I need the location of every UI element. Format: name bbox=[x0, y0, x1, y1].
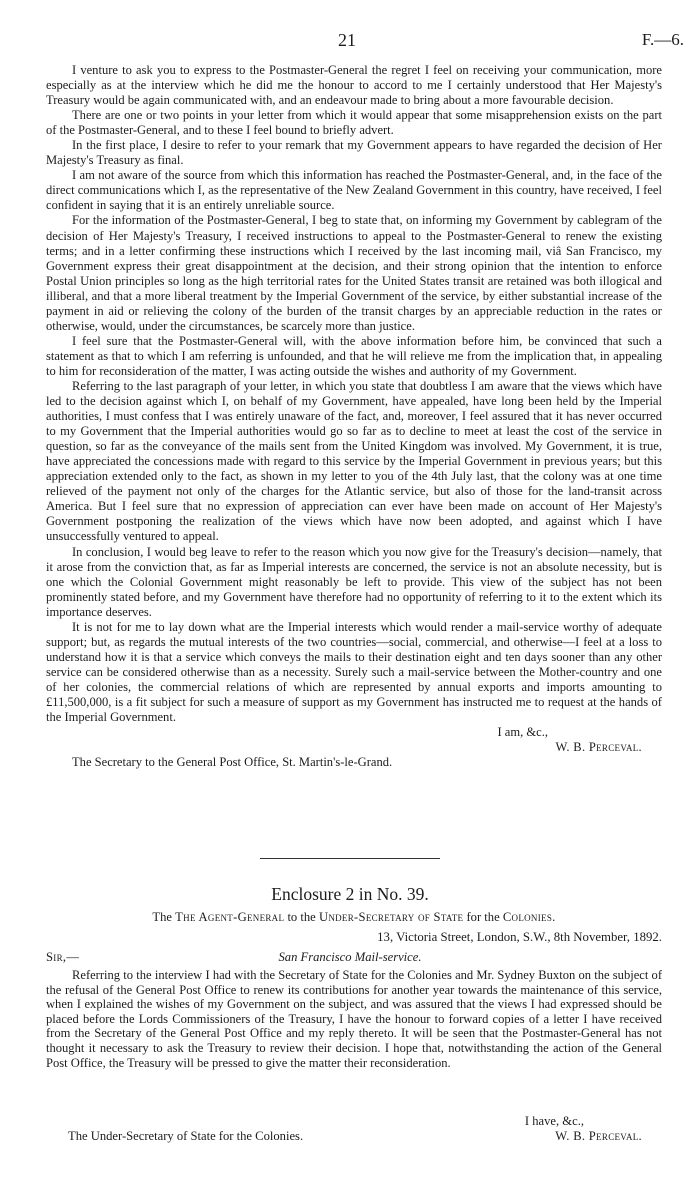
enclosure-closing-block bbox=[46, 1114, 662, 1144]
letter-paragraph: It is not for me to lay down what are the Imperial interests which would render a mail-service worthy of adequate support; but, as regards the mutual interests of the two countries—social, commercial, and otherwise—I feel at a loss to understand how it is that a service which conveys the mails to their destination eight and ten days sooner than any other service can be considered otherwise than as a necessity. Surely such a mail-service between the Mother-country and one of her colonies, the commercial relations of which are represented by annual exports and imports amounting to £11,500,000, is a fit subject for such a measure of support as my Government has instructed me to request at the hands of the Imperial Government. bbox=[46, 619, 662, 725]
letter-signature: W. B. Perceval. bbox=[555, 740, 642, 755]
routing-for: Colonies. bbox=[502, 910, 556, 924]
routing-to: Under-Secretary of State bbox=[318, 910, 464, 924]
letter-paragraph: Referring to the last paragraph of your letter, in which you state that doubtless I am aware that the views which have led to the decision against which I, on behalf of my Government, have appealed, have long been held by the Imperial authorities, I must confess that I was entirely unaware of the fact, and, moreover, I feel assured that it has never occurred to my Government that the Imperial authorities would go so far as to decline to meet at least the cost of the service in question, so far as the conveyance of the mails sent from the United Kingdom was involved. My Government, it is true, have appreciated the concessions made with regard to this service by the Imperial Government in previous years; but this appreciation extended only to the fact, as shown in my letter to you of the 4th July last, that the colony was at one time relieved of the payment not only of the charges for the Atlantic service, but also of those for the land-transit across America. But I feel sure that no expression of appreciation can ever have been made on account of Her Majesty's Government postponing the realization of the views which have now been adopted, and against which I have unsuccessfully ventured to appeal. bbox=[46, 378, 662, 544]
routing-prefix: The bbox=[152, 910, 176, 924]
page-header bbox=[0, 30, 700, 52]
salutation: Sir,— bbox=[46, 950, 80, 964]
enclosure-closing: I have, &c., bbox=[524, 1114, 584, 1128]
letter-body bbox=[46, 63, 662, 770]
section-divider bbox=[260, 858, 440, 859]
routing-from: The Agent-General bbox=[175, 910, 285, 924]
letter-paragraph: There are one or two points in your letter from which it would appear that some misapprehension exists on the part of the Postmaster-General, and to these I feel bound to briefly advert. bbox=[46, 108, 662, 138]
letter-paragraph: I venture to ask you to express to the Postmaster-General the regret I feel on receiving your communication, more especially as at the interview which he did me the honour to accord to me I certainly understood that Her Majesty's Treasury would be again communicated with, and an endeavour made to bring about a more favourable decision. bbox=[46, 63, 662, 108]
routing-to-word: to the bbox=[287, 910, 316, 924]
enclosure-signoff-line bbox=[46, 1129, 662, 1144]
enclosure-paragraph: Referring to the interview I had with the Secretary of State for the Colonies and Mr. Sydney Buxton on the subject of the refusal of the General Post Office to renew its contributions for another year towards the maintenance of this service, when I explained the wishes of my Government on the subject, and was assured that the views I had expressed should be placed before the Lords Commissioners of the Treasury, I have the honour to forward copies of a letter I have received from the Secretary of the General Post Office and my reply thereto. It will be seen that the Postmaster-General has not thought it necessary to ask the Treasury to review their decision. I hope that, notwithstanding the action of the General Post Office, the Treasury will be pressed to give the matter their reconsideration. bbox=[46, 968, 662, 1070]
letter-paragraph: In the first place, I desire to refer to your remark that my Government appears to have regarded the decision of Her Majesty's Treasury as final. bbox=[46, 138, 662, 168]
enclosure-recipient: The Under-Secretary of State for the Colonies. bbox=[68, 1128, 304, 1143]
document-reference: F.—6. bbox=[641, 30, 684, 49]
letter-recipient: The Secretary to the General Post Office, St. Martin's-le-Grand. bbox=[72, 755, 393, 770]
routing-for-word: for the bbox=[466, 910, 500, 924]
letter-subject: San Francisco Mail-service. bbox=[278, 950, 422, 964]
letter-paragraph: In conclusion, I would beg leave to refer to the reason which you now give for the Treasury's decision—namely, that it arose from the conviction that, as far as Imperial interests are concerned, the service is not an absolute necessity, but is one which the Colonial Government might reasonably be left to provide. This view of the subject has not been prominently stated before, and my Government have therefore had no opportunity of referring to it to the extent which its importance deserves. bbox=[46, 544, 662, 619]
letter-closing-block bbox=[46, 725, 662, 755]
enclosure-body bbox=[46, 968, 662, 1070]
sender-address: 13, Victoria Street, London, S.W., 8th November, 1892. bbox=[377, 930, 662, 944]
letter-paragraph: For the information of the Postmaster-General, I beg to state that, on informing my Government by cablegram of the decision of Her Majesty's Treasury, I received instructions to appeal to the Postmaster-General to renew the existing terms; and in a letter confirming these instructions which I received by the last incoming mail, viâ San Francisco, my Government express their great disappointment at the decision, and their strong opinion that the intention to enforce Postal Union principles so long as the high territorial rates for the United States transit are retained was both illogical and illiberal, and that a more liberal treatment by the Imperial Government of the service, by either substantial increase of the payment in aid or relieving the colony of the burden of the transit charges by an appreciable reduction in the rates or otherwise, would, under the circumstances, be scarcely more than justice. bbox=[46, 213, 662, 333]
enclosure-routing bbox=[46, 910, 662, 925]
enclosure-signature: W. B. Perceval. bbox=[555, 1128, 642, 1143]
letter-paragraph: I am not aware of the source from which this information has reached the Postmaster-General, and, in the face of the direct communications which I, as the representative of the New Zealand Government in this country, have received, I feel confident in saying that it is an entirely unreliable source. bbox=[46, 168, 662, 213]
page-number: 21 bbox=[338, 30, 356, 50]
enclosure-heading: Enclosure 2 in No. 39. bbox=[271, 884, 429, 904]
letter-closing: I am, &c., bbox=[497, 725, 548, 740]
letter-paragraph: I feel sure that the Postmaster-General will, with the above information before him, be convinced that such a statement as that to which I am referring is unfounded, and that he will relieve me from the implication that, in appealing to him for reconsideration of the matter, I was acting outside the wishes and authority of my Government. bbox=[46, 333, 662, 378]
